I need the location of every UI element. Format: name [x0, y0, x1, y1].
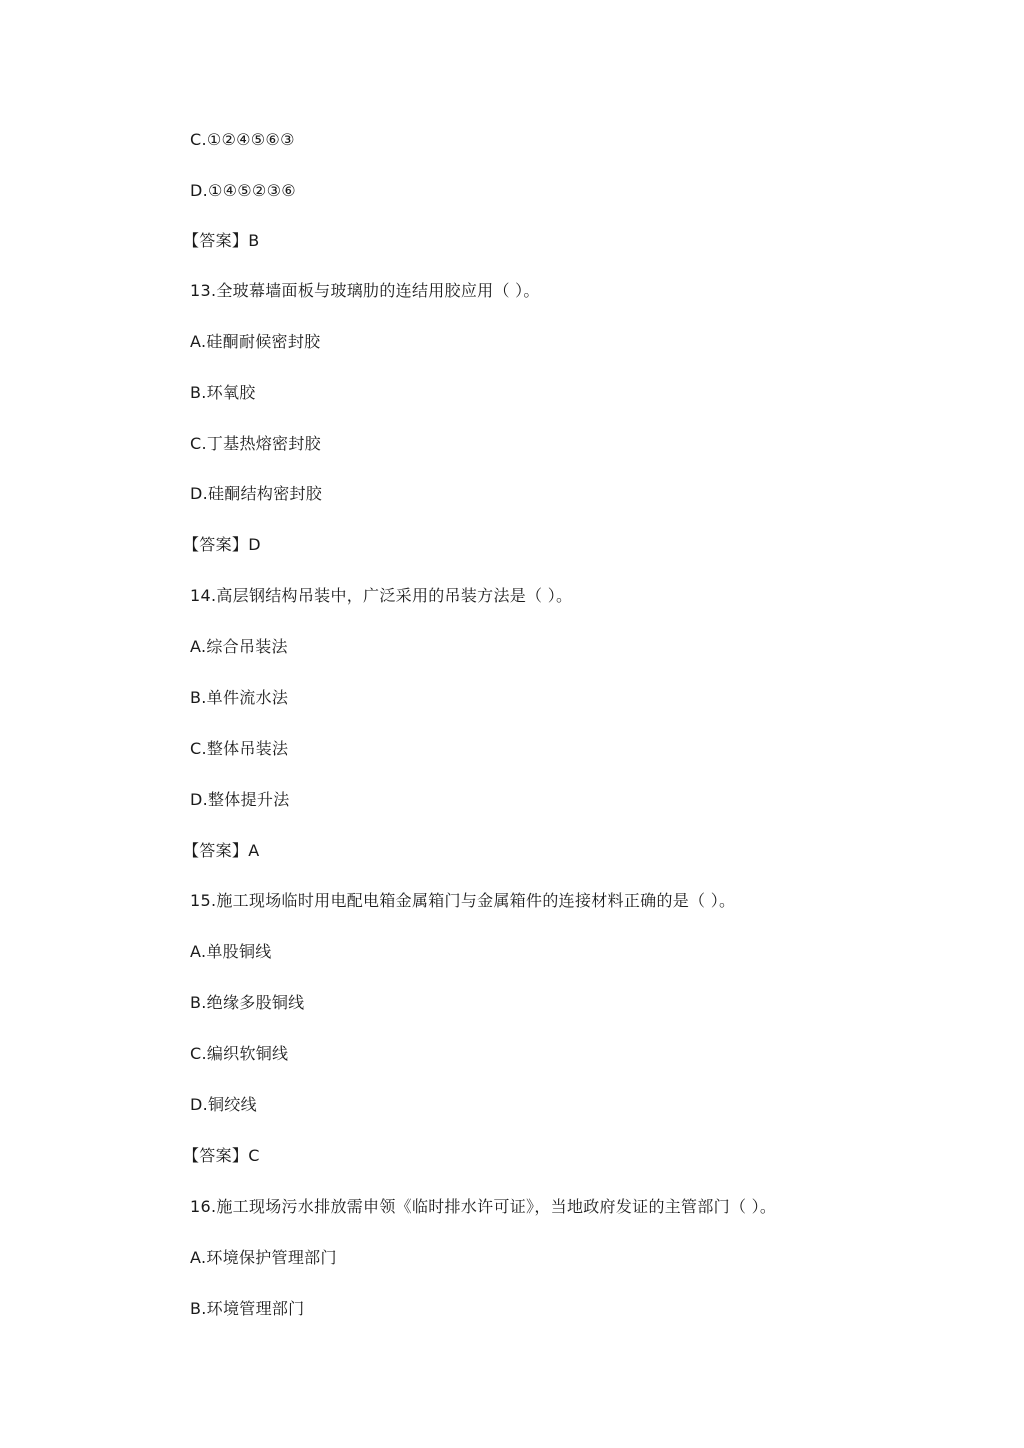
question-line: 15.施工现场临时用电配电箱金属箱门与金属箱件的连接材料正确的是（ ）。 — [190, 891, 736, 910]
option-line: B.环境管理部门 — [190, 1299, 305, 1318]
option-line: C.①②④⑤⑥③ — [190, 130, 295, 149]
question-line: 13.全玻幕墙面板与玻璃肋的连结用胶应用（ ）。 — [190, 281, 540, 300]
answer-line: 【答案】A — [183, 841, 260, 860]
option-line: B.绝缘多股铜线 — [190, 993, 305, 1012]
option-line: C.编织软铜线 — [190, 1044, 289, 1063]
option-line: B.单件流水法 — [190, 688, 289, 707]
option-line: D.硅酮结构密封胶 — [190, 484, 323, 503]
option-line: D.①④⑤②③⑥ — [190, 181, 296, 200]
answer-line: 【答案】C — [183, 1146, 260, 1165]
option-line: A.硅酮耐候密封胶 — [190, 332, 321, 351]
question-line: 16.施工现场污水排放需申领《临时排水许可证》，当地政府发证的主管部门（ ）。 — [190, 1197, 777, 1216]
answer-line: 【答案】D — [183, 535, 261, 554]
option-line: A.综合吊装法 — [190, 637, 288, 656]
option-line: A.环境保护管理部门 — [190, 1248, 337, 1267]
option-line: C.整体吊装法 — [190, 739, 289, 758]
option-line: A.单股铜线 — [190, 942, 272, 961]
option-line: D.铜绞线 — [190, 1095, 257, 1114]
answer-line: 【答案】B — [183, 231, 260, 250]
option-line: D.整体提升法 — [190, 790, 290, 809]
question-line: 14.高层钢结构吊装中，广泛采用的吊装方法是（ ）。 — [190, 586, 573, 605]
option-line: C.丁基热熔密封胶 — [190, 434, 321, 453]
option-line: B.环氧胶 — [190, 383, 256, 402]
